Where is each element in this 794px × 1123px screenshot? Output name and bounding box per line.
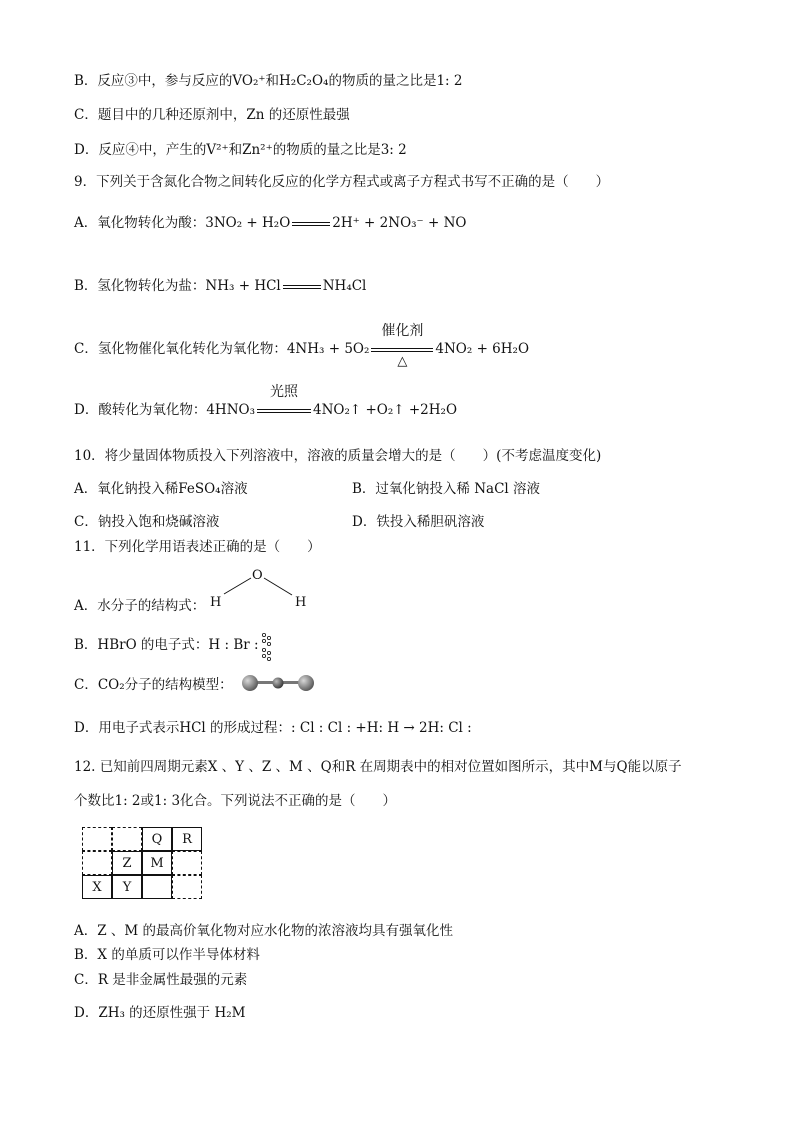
- light-equals-icon: [257, 383, 311, 420]
- q9-a-rhs: 2H⁺ + 2NO₃⁻ + NO: [332, 215, 467, 231]
- q11-option-b: B．HBrO 的电子式：H : Br :: [74, 637, 259, 653]
- co2-ball-stick-model-icon: [240, 672, 316, 694]
- q9-d-condition: 光照: [269, 383, 298, 400]
- q9-b-lhs: NH₃ + HCl: [205, 278, 281, 294]
- q8-option-b: B．反应③中，参与反应的VO₂⁺和H₂C₂O₄的物质的量之比是1: 2: [74, 73, 463, 89]
- q9-stem: 9．下列关于含氮化合物之间转化反应的化学方程式或离子方程式书写不正确的是（ ）: [74, 174, 610, 190]
- table-cell-x: X: [82, 875, 112, 899]
- q10-option-d: D．铁投入稀胆矾溶液: [352, 514, 485, 530]
- q11-option-d: D．用电子式表示HCl 的形成过程：: Cl : Cl : +H: H → 2H: Cl :: [74, 720, 472, 736]
- q11-stem: 11．下列化学用语表述正确的是（ ）: [74, 539, 321, 555]
- equals-sign-icon: [283, 278, 321, 296]
- q10-option-b: B．过氧化钠投入稀 NaCl 溶液: [352, 481, 541, 497]
- table-cell-z: Z: [112, 851, 142, 875]
- q9-a-lhs: 3NO₂ + H₂O: [205, 215, 291, 231]
- q9-option-d: [74, 383, 458, 420]
- q9-d-label: D．酸转化为氧化物：: [74, 402, 207, 418]
- table-cell-empty: [172, 875, 202, 899]
- q9-c-condition: 催化剂: [381, 322, 424, 339]
- equals-sign-icon: [292, 215, 330, 233]
- q9-b-rhs: NH₄Cl: [322, 278, 367, 294]
- q9-option-a: [74, 214, 466, 233]
- electron-dots-icon: [261, 632, 273, 662]
- q9-c-heat: △: [397, 353, 408, 369]
- water-structure-diagram: [204, 566, 314, 614]
- q10-option-c: C．钠投入饱和烧碱溶液: [74, 514, 220, 530]
- table-cell-empty: [172, 851, 202, 875]
- table-cell-empty: [82, 827, 112, 851]
- water-o-atom: O: [252, 568, 263, 583]
- water-h-atom-right: H: [295, 595, 307, 610]
- q9-c-label: C．氢化物催化氧化转化为氧化物：: [74, 341, 287, 357]
- q12-stem-line1: 12. 已知前四周期元素X 、Y 、Z 、M 、Q和R 在周期表中的相对位置如图所示，其中M与Q能以原子: [74, 759, 682, 775]
- table-cell-q: Q: [142, 827, 172, 851]
- table-cell-empty: [112, 827, 142, 851]
- table-cell-empty: [142, 875, 172, 899]
- table-cell-y: Y: [112, 875, 142, 899]
- q9-option-b: [74, 277, 366, 296]
- table-cell-empty: [82, 851, 112, 875]
- q10-stem: 10．将少量固体物质投入下列溶液中，溶液的质量会增大的是（ ）(不考虑温度变化): [74, 448, 602, 464]
- q10-option-a: A．氧化钠投入稀FeSO₄溶液: [74, 481, 248, 497]
- q12-stem-line2: 个数比1: 2或1: 3化合。下列说法不正确的是（ ）: [74, 793, 397, 809]
- q9-c-rhs: 4NO₂ + 6H₂O: [435, 341, 530, 357]
- q11-option-c: C．CO₂分子的结构模型：: [74, 677, 233, 693]
- q12-option-d: D．ZH₃ 的还原性强于 H₂M: [74, 1005, 246, 1021]
- table-cell-r: R: [172, 827, 202, 851]
- q8-option-d: D．反应④中，产生的V²⁺和Zn²⁺的物质的量之比是3: 2: [74, 142, 407, 158]
- q9-d-lhs: 4HNO₃: [206, 402, 255, 418]
- q12-option-a: A．Z 、M 的最高价氧化物对应水化物的浓溶液均具有强氧化性: [74, 923, 454, 939]
- q11-option-a: A．水分子的结构式：: [74, 598, 206, 614]
- q9-option-c: [74, 322, 530, 369]
- q9-a-label: A．氧化物转化为酸：: [74, 215, 206, 231]
- table-cell-m: M: [142, 851, 172, 875]
- q9-c-lhs: 4NH₃ + 5O₂: [286, 341, 370, 357]
- q9-b-label: B．氢化物转化为盐：: [74, 278, 206, 294]
- q9-d-rhs: 4NO₂↑ +O₂↑ +2H₂O: [312, 402, 458, 418]
- q8-option-c: C．题目中的几种还原剂中，Zn 的还原性最强: [74, 107, 350, 123]
- q12-option-c: C．R 是非金属性最强的元素: [74, 972, 248, 988]
- catalyst-equals-icon: [371, 322, 433, 369]
- q12-option-b: B．X 的单质可以作半导体材料: [74, 947, 260, 963]
- water-h-atom-left: H: [210, 595, 222, 610]
